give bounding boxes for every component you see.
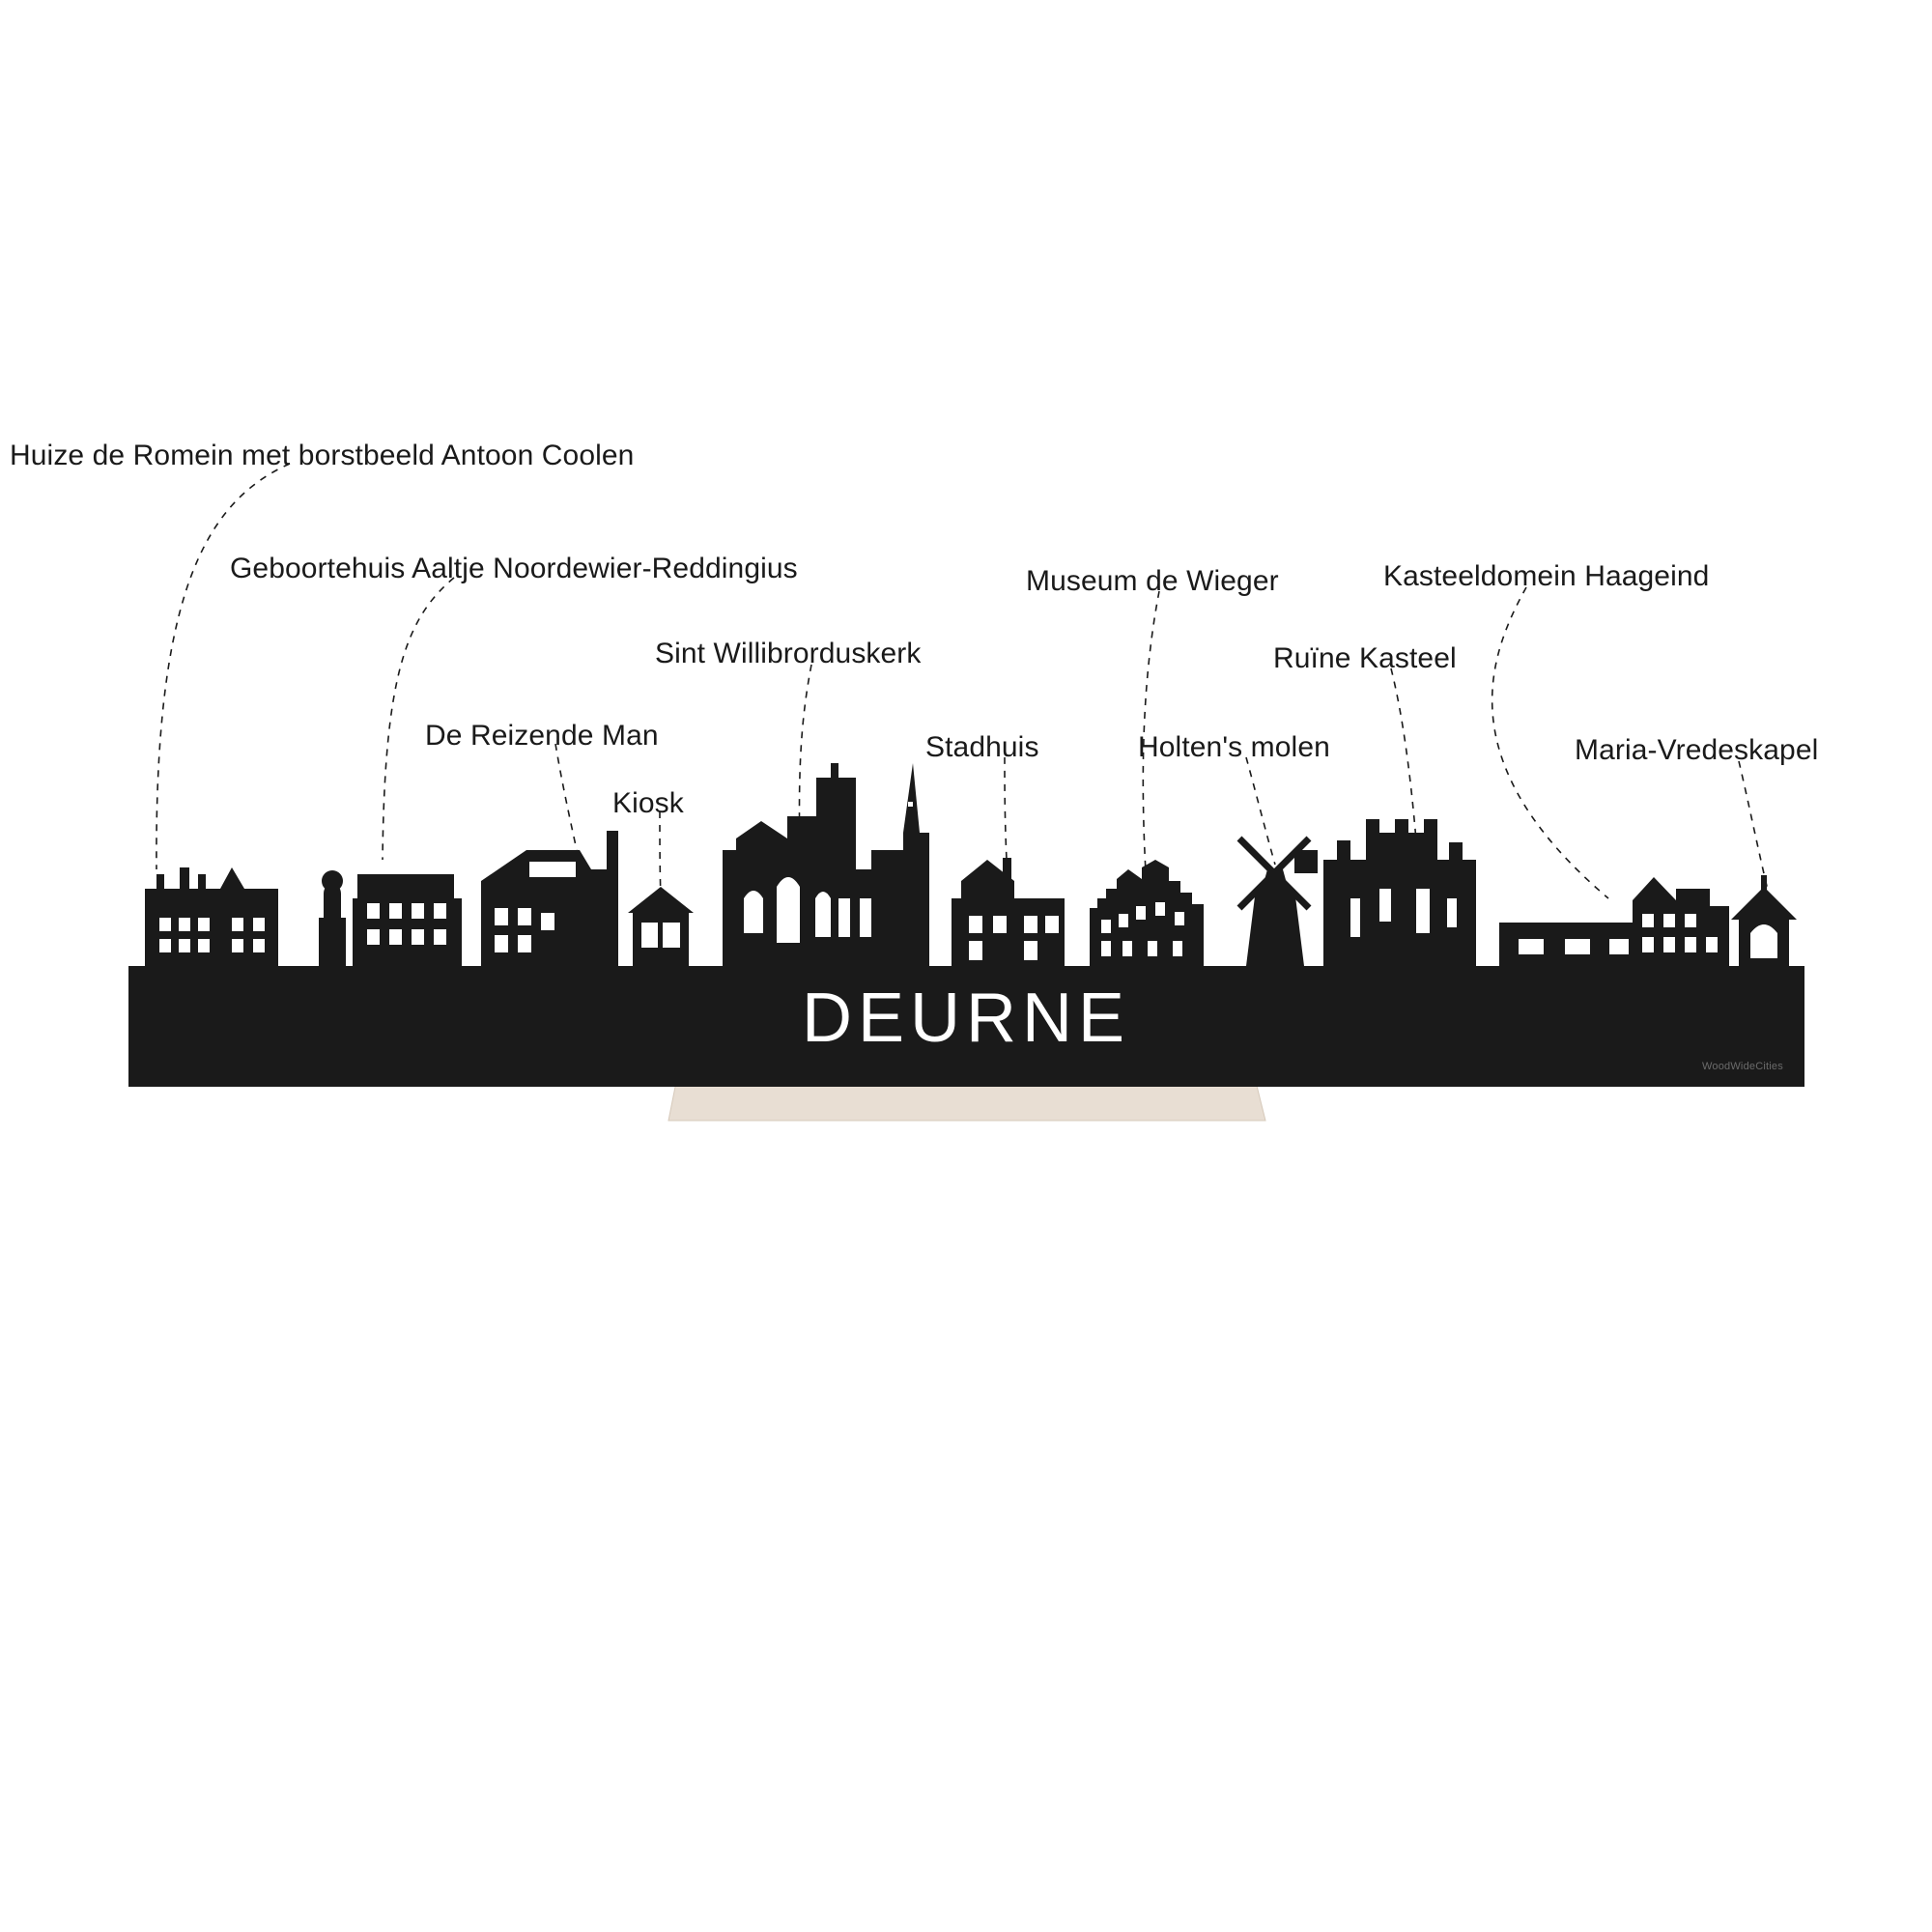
- city-name-cutout: DEURNE: [801, 980, 1131, 1057]
- label-de-reizende-man: De Reizende Man: [425, 720, 659, 752]
- label-huize-de-romein: Huize de Romein met borstbeeld Antoon Coolen: [10, 440, 635, 471]
- label-maria-vredeskapel: Maria-Vredeskapel: [1575, 734, 1819, 766]
- leader-line-geboortehuis-aaltje: [383, 578, 454, 860]
- label-ruine-kasteel: Ruïne Kasteel: [1273, 642, 1457, 674]
- label-sint-willibrorduskerk: Sint Willibrorduskerk: [655, 638, 922, 669]
- leader-lines: [156, 464, 1770, 903]
- label-kasteeldomein-haageind: Kasteeldomein Haageind: [1383, 560, 1710, 592]
- leader-line-ruine-kasteel: [1391, 668, 1416, 840]
- leader-line-stadhuis: [1005, 757, 1007, 860]
- label-holtens-molen: Holten's molen: [1138, 731, 1330, 763]
- leader-line-kiosk: [660, 811, 661, 898]
- city-silhouette: [128, 763, 1804, 1087]
- label-kiosk: Kiosk: [612, 787, 684, 819]
- label-museum-de-wieger: Museum de Wieger: [1026, 565, 1279, 597]
- display-stand-base: [668, 1082, 1265, 1121]
- leader-line-de-reizende-man: [555, 744, 577, 850]
- label-geboortehuis-aaltje: Geboortehuis Aaltje Noordewier-Reddingius: [230, 553, 798, 584]
- leader-line-huize-de-romein: [156, 464, 290, 869]
- label-stadhuis: Stadhuis: [925, 731, 1039, 763]
- brand-watermark: WoodWideCities: [1702, 1061, 1783, 1072]
